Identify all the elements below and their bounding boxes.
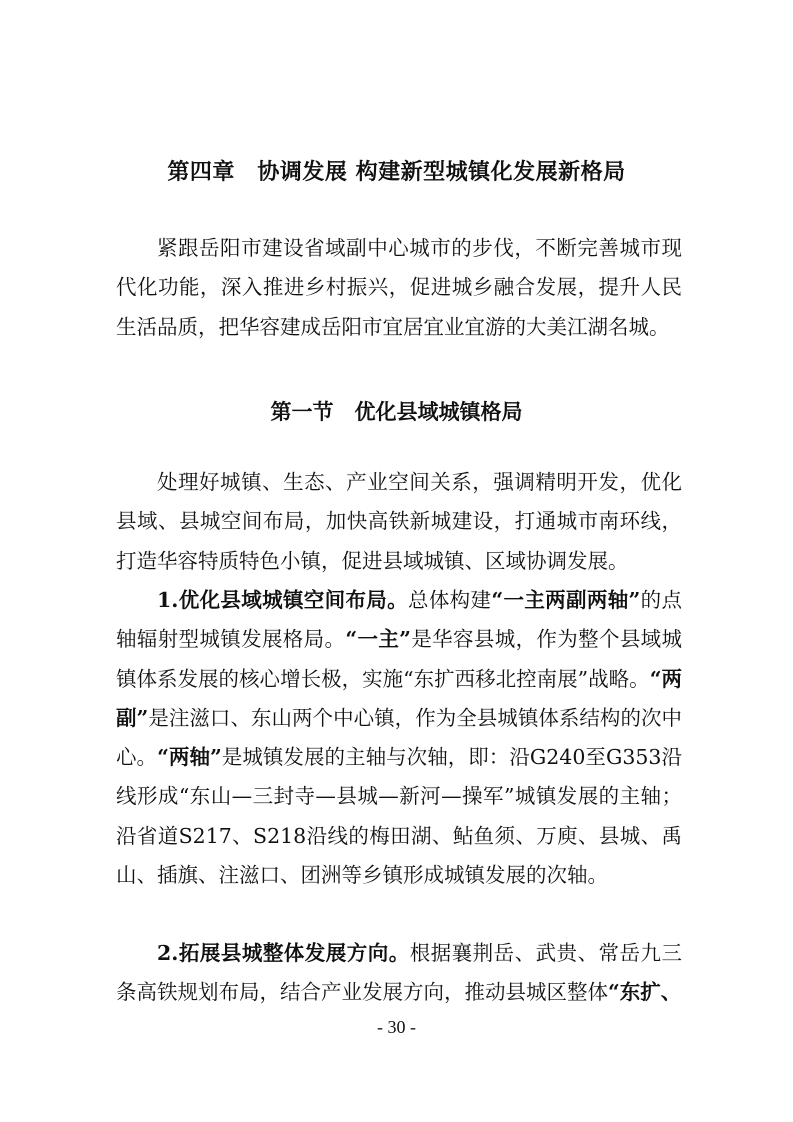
item-2-paragraph	[116, 934, 682, 1013]
item-1-emphasis: “一主两副两轴”	[491, 588, 641, 612]
item-2-emphasis: “东扩、	[608, 980, 682, 1005]
section-intro-paragraph: 处理好城镇、生态、产业空间关系，强调精明开发，优化县域、县城空间布局，加快高铁新城建设，打通城市南环线，打造华容特质特色小镇，促进县域城镇、区域协调发展。	[116, 470, 682, 573]
item-2-heading: 2.拓展县城整体发展方向。	[157, 941, 410, 965]
item-1-paragraph	[116, 581, 682, 895]
item-1-text: 是注滋口、东山两个中心镇，作为全县城镇体系结构的次中心。	[116, 705, 683, 770]
item-1-text: 的点轴辐射型城镇发展格局。	[116, 588, 683, 652]
item-1-emphasis: “两副”	[116, 666, 682, 730]
section-title: 第一节 优化县域城镇格局	[270, 399, 523, 424]
item-1-emphasis: “一主”	[345, 627, 411, 652]
page-number: - 30 -	[377, 1017, 416, 1037]
item-1-text: 是城镇发展的主轴与次轴，即：沿G240至G353沿线形成“东山—三封寺—县城—新河—操军”城镇发展的主轴；沿省道S217、S218沿线的梅田湖、鲇鱼须、万庾、县城、禹山、插旗、注滋口、团洲等乡镇形成城镇发展的次轴。	[116, 745, 682, 888]
chapter-intro-paragraph: 紧跟岳阳市建设省域副中心城市的步伐，不断完善城市现代化功能，深入推进乡村振兴，促进城乡融合发展，提升人民生活品质，把华容建成岳阳市宜居宜业宜游的大美江湖名城。	[116, 236, 682, 339]
item-1-text: 是华容县城，作为整个县域城镇体系发展的核心增长极，实施“东扩西移北控南展”战略。	[116, 627, 683, 691]
item-1-emphasis: “两轴”	[157, 745, 222, 770]
item-1-heading: 1.优化县域城镇空间布局。	[157, 588, 408, 612]
chapter-title: 第四章 协调发展 构建新型城镇化发展新格局	[167, 159, 626, 185]
item-2-text: 根据襄荆岳、武贵、常岳九三条高铁规划布局，结合产业发展方向，推动县城区整体	[116, 941, 682, 1005]
item-1-text: 总体构建	[407, 588, 492, 612]
